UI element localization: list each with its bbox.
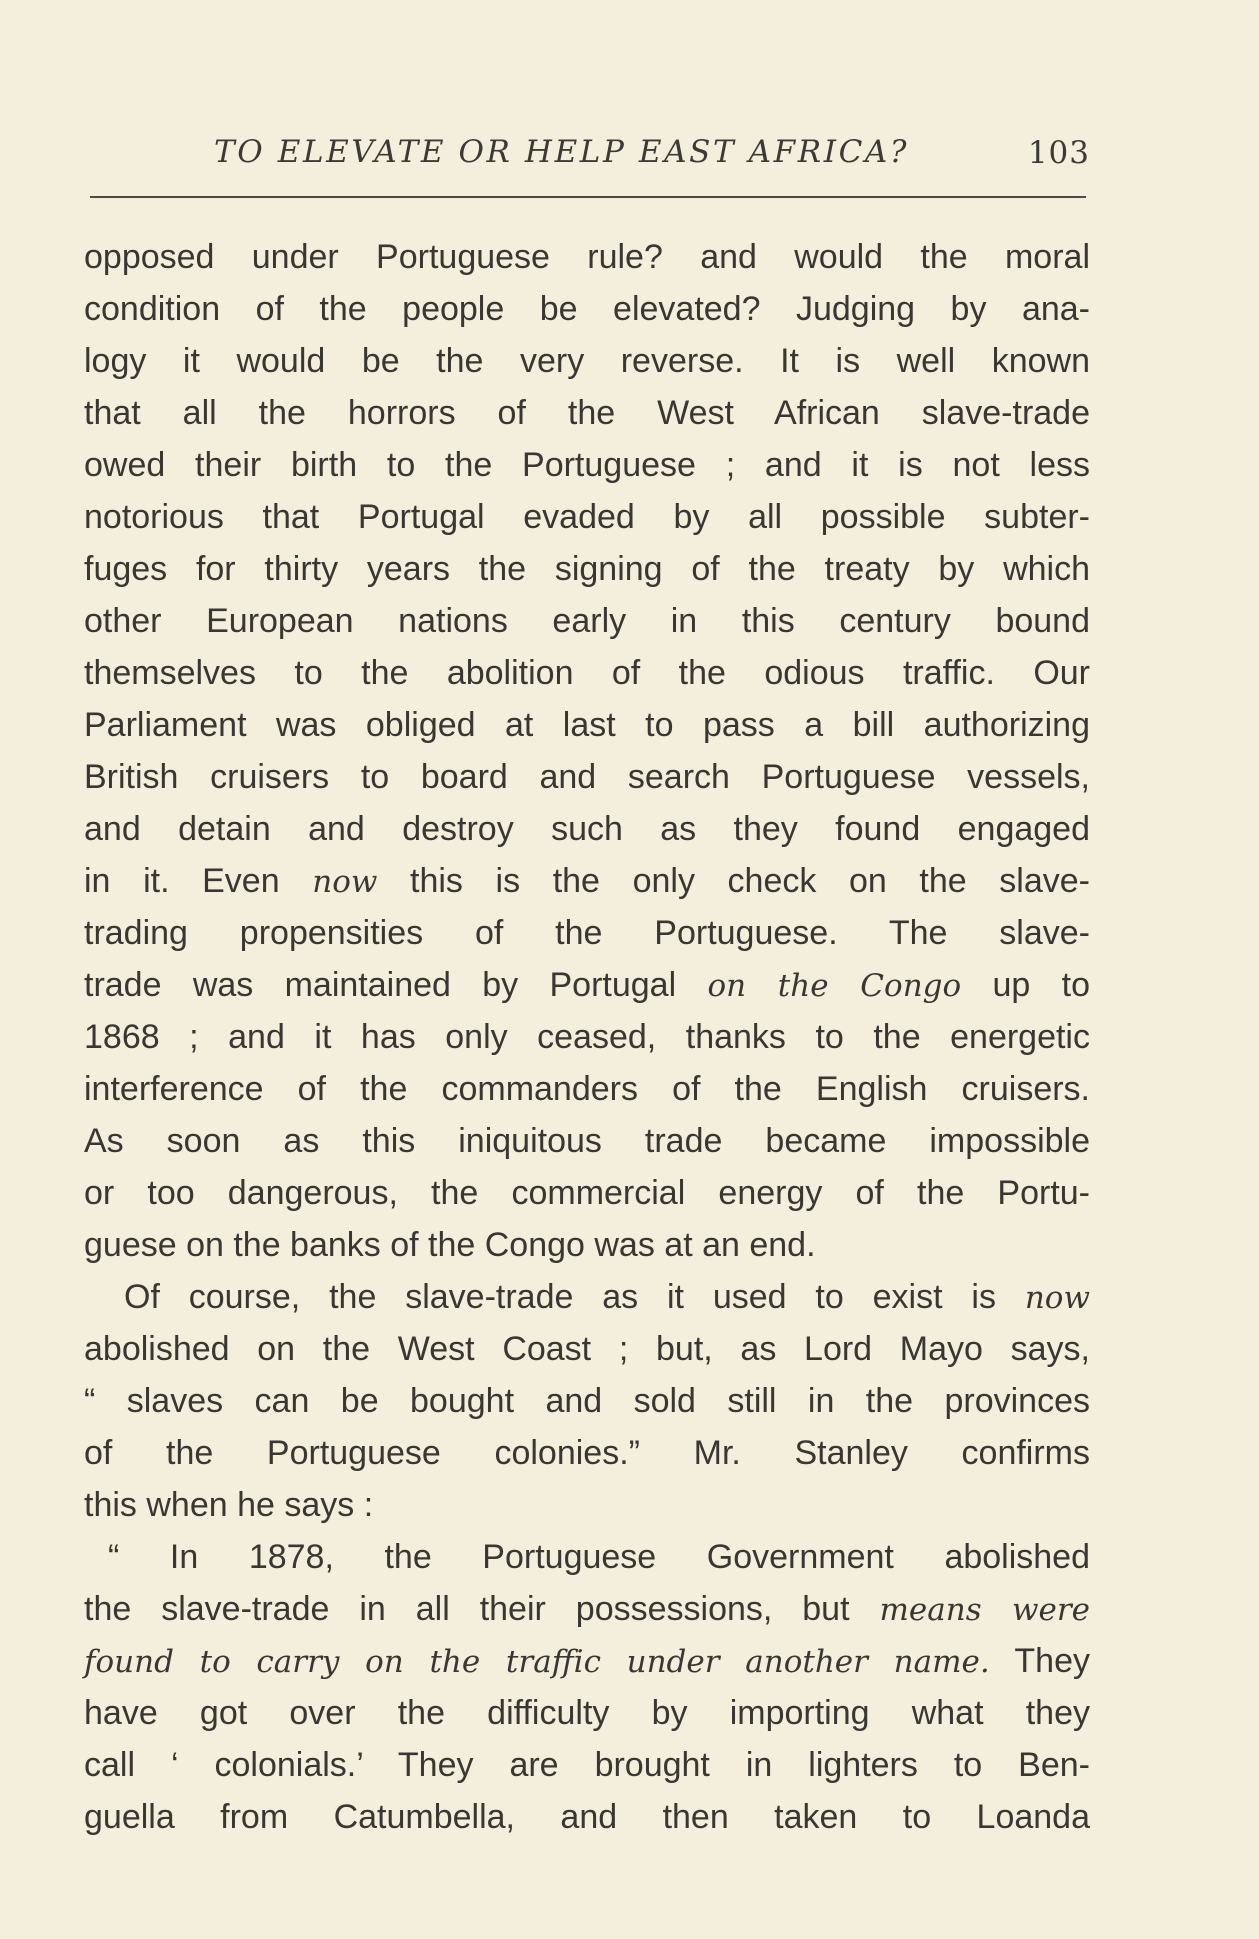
body-text — [84, 231, 1090, 1843]
text-line: fuges for thirty years the signing of the treaty by which — [84, 550, 1090, 588]
italic-text: found to carry on the traffic under another name. — [84, 1644, 990, 1680]
italic-text: on the Congo — [707, 968, 962, 1004]
text-line: owed their birth to the Portuguese ; and it is not less — [84, 446, 1090, 484]
text-line: “ In 1878, the Portuguese Government abolished — [108, 1538, 1090, 1576]
text-line: trading propensities of the Portuguese. The slave- — [84, 914, 1090, 952]
text-line: or too dangerous, the commercial energy of the Portu- — [84, 1174, 1090, 1212]
text-segment: up to — [992, 966, 1090, 1004]
text-line: condition of the people be elevated? Judging by ana- — [84, 290, 1090, 328]
header-rule — [90, 196, 1086, 198]
text-segment: Of course, the slave-trade as it used to exist is — [124, 1278, 996, 1316]
text-segment: trade was maintained by Portugal — [84, 966, 677, 1004]
text-line: Parliament was obliged at last to pass a bill authorizing — [84, 706, 1090, 744]
italic-text: now — [312, 864, 378, 900]
text-segment: in it. Even — [84, 862, 280, 900]
text-line: interference of the commanders of the English cruisers. — [84, 1070, 1090, 1108]
text-line: “ slaves can be bought and sold still in the provinces — [84, 1382, 1090, 1420]
text-line: other European nations early in this century bound — [84, 602, 1090, 640]
text-line — [84, 1635, 1090, 1687]
text-line: 1868 ; and it has only ceased, thanks to the energetic — [84, 1018, 1090, 1056]
text-line: logy it would be the very reverse. It is well known — [84, 342, 1090, 380]
text-line — [84, 959, 1090, 1011]
text-line: opposed under Portuguese rule? and would the moral — [84, 238, 1090, 276]
text-line: of the Portuguese colonies.” Mr. Stanley confirms — [84, 1434, 1090, 1472]
page-header — [84, 128, 1090, 178]
text-segment: the slave-trade in all their possessions, but — [84, 1590, 850, 1628]
text-line: notorious that Portugal evaded by all possible subter- — [84, 498, 1090, 536]
text-line — [84, 855, 1090, 907]
text-line: call ‘ colonials.’ They are brought in lighters to Ben- — [84, 1746, 1090, 1784]
text-line: that all the horrors of the West African slave-trade — [84, 394, 1090, 432]
text-line: As soon as this iniquitous trade became impossible — [84, 1122, 1090, 1160]
text-line: guella from Catumbella, and then taken to Loanda — [84, 1798, 1090, 1836]
text-line — [84, 1271, 1090, 1323]
text-line: British cruisers to board and search Portuguese vessels, — [84, 758, 1090, 796]
running-title: TO ELEVATE OR HELP EAST AFRICA? — [214, 134, 910, 170]
text-line — [84, 1583, 1090, 1635]
text-segment: They — [1014, 1642, 1090, 1680]
page-number: 103 — [1027, 135, 1090, 171]
text-line: have got over the difficulty by importing what they — [84, 1694, 1090, 1732]
text-line: and detain and destroy such as they found engaged — [84, 810, 1090, 848]
text-line: themselves to the abolition of the odious traffic. Our — [84, 654, 1090, 692]
text-segment: this is the only check on the slave- — [410, 862, 1090, 900]
text-line: guese on the banks of the Congo was at an end. — [84, 1226, 816, 1264]
italic-text: means were — [879, 1592, 1090, 1628]
text-line: this when he says : — [84, 1486, 374, 1524]
text-line: abolished on the West Coast ; but, as Lord Mayo says, — [84, 1330, 1090, 1368]
italic-text: now — [1024, 1280, 1090, 1316]
